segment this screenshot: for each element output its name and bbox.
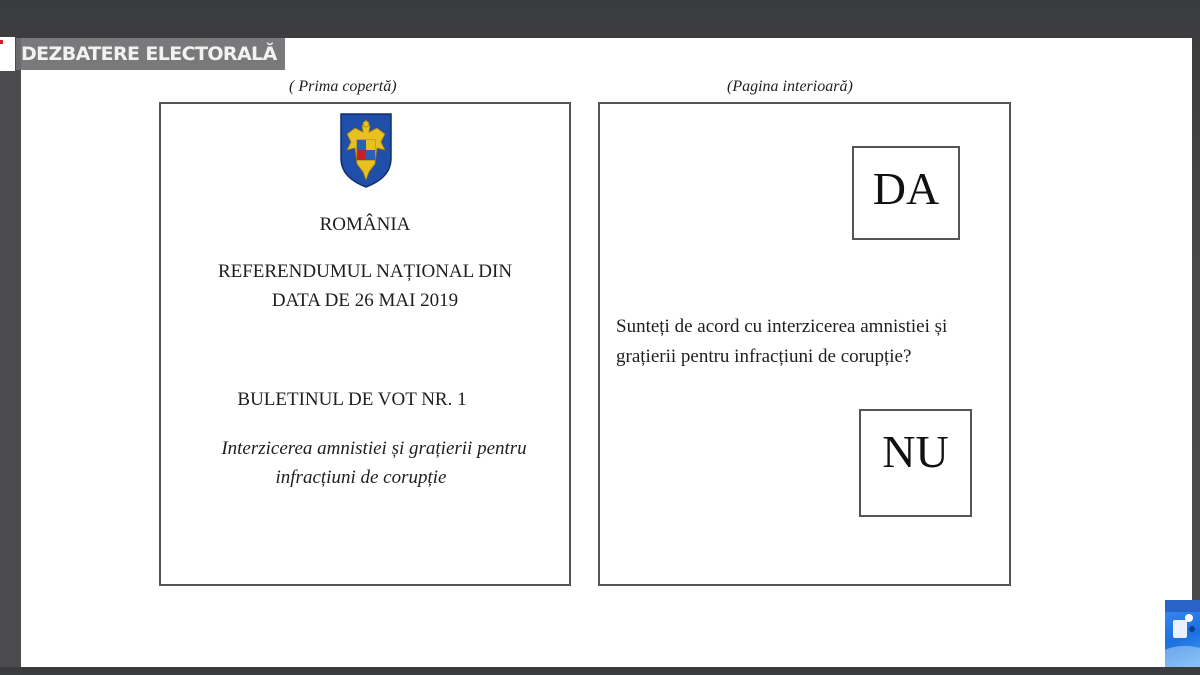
referendum-title-line1: REFERENDUMUL NAȚIONAL DIN — [217, 261, 513, 282]
left-background-strip — [0, 38, 21, 675]
ballot-subject-line1: Interzicerea amnistiei și grațierii pentru — [221, 438, 527, 459]
referendum-title-line2: DATA DE 26 MAI 2019 — [271, 290, 459, 311]
channel-logo-icon — [1165, 600, 1200, 667]
channel-logo-chip — [0, 37, 15, 71]
vote-yes-box[interactable] — [852, 146, 960, 240]
program-banner: DEZBATERE ELECTORALĂ — [16, 38, 285, 70]
referendum-question — [616, 312, 1006, 372]
bottom-background-strip — [0, 667, 1200, 675]
inner-page-caption: (Pagina interioară) — [727, 78, 853, 95]
ballot-subject-line2: infracțiuni de corupție — [275, 467, 447, 488]
cover-caption: ( Prima copertă) — [289, 78, 397, 95]
red-accent-icon — [0, 40, 3, 44]
country-name: ROMÂNIA — [319, 214, 411, 235]
romania-coat-of-arms-icon — [339, 112, 393, 188]
question-line1: Sunteți de acord cu interzicerea amnistiei și — [616, 316, 948, 337]
ballot-inner-page — [598, 102, 1011, 586]
ballot-cover-page — [159, 102, 571, 586]
ballot-number: BULETINUL DE VOT NR. 1 — [237, 389, 467, 410]
vote-yes-label: DA — [872, 163, 940, 214]
vote-no-label: NU — [882, 426, 949, 477]
question-line2: grațierii pentru infracțiuni de corupție? — [616, 346, 912, 367]
vote-no-box[interactable] — [859, 409, 972, 517]
